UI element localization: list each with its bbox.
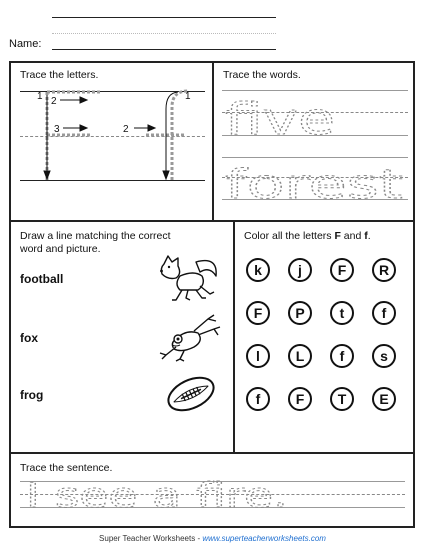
stroke-number: 1 bbox=[185, 91, 191, 102]
stroke-number: 1 bbox=[37, 91, 43, 102]
matching-instruction-line-1: Draw a line matching the correct bbox=[20, 230, 171, 242]
letter-circle[interactable]: s bbox=[372, 344, 396, 368]
sentence-trace-area[interactable] bbox=[20, 474, 405, 514]
letter-circle[interactable]: k bbox=[246, 258, 270, 282]
divider-col-middle bbox=[233, 220, 235, 453]
letter-circle[interactable]: F bbox=[288, 387, 312, 411]
letter-circle[interactable]: l bbox=[246, 344, 270, 368]
color-letters-instruction-text: and bbox=[340, 230, 365, 242]
footer bbox=[0, 534, 425, 543]
divider-col-top bbox=[212, 61, 214, 221]
letter-circle[interactable]: t bbox=[330, 301, 354, 325]
trace-letters-instruction: Trace the letters. bbox=[20, 69, 99, 81]
letter-circle[interactable]: f bbox=[372, 301, 396, 325]
frog-picture[interactable] bbox=[158, 313, 222, 363]
match-word-football[interactable]: football bbox=[20, 272, 64, 286]
letter-circle[interactable]: f bbox=[330, 344, 354, 368]
letter-circle[interactable]: T bbox=[330, 387, 354, 411]
color-letters-instruction-text: Color all the letters bbox=[244, 230, 335, 242]
football-picture[interactable] bbox=[164, 372, 218, 416]
target-letter-upper: F bbox=[334, 230, 341, 242]
divider-row-2 bbox=[9, 452, 415, 454]
trace-word-five: five bbox=[225, 94, 335, 145]
letter-circle[interactable]: E bbox=[372, 387, 396, 411]
header-dotted-line bbox=[52, 33, 276, 34]
target-letter-lower: f bbox=[364, 230, 368, 242]
name-write-line[interactable] bbox=[52, 49, 276, 50]
stroke-number: 3 bbox=[54, 124, 60, 135]
footer-separator: - bbox=[195, 534, 203, 543]
trace-sentence-text: I see a fire. bbox=[26, 476, 288, 514]
letter-circle[interactable]: L bbox=[288, 344, 312, 368]
letter-trace-area[interactable] bbox=[20, 85, 210, 190]
matching-instruction-line-2: word and picture. bbox=[20, 243, 101, 255]
name-label: Name: bbox=[9, 38, 42, 50]
footer-url-link[interactable]: www.superteacherworksheets.com bbox=[202, 534, 326, 543]
match-word-frog[interactable]: frog bbox=[20, 388, 44, 402]
word-trace-area[interactable] bbox=[222, 86, 410, 206]
small-f-stem-trace bbox=[172, 91, 188, 180]
fox-picture[interactable] bbox=[158, 254, 222, 304]
letter-circle[interactable]: F bbox=[246, 301, 270, 325]
letter-circle[interactable]: j bbox=[288, 258, 312, 282]
footer-brand: Super Teacher Worksheets bbox=[99, 534, 196, 543]
match-word-fox[interactable]: fox bbox=[20, 331, 38, 345]
letter-circle[interactable]: f bbox=[246, 387, 270, 411]
letter-circle[interactable]: P bbox=[288, 301, 312, 325]
letter-circle[interactable]: R bbox=[372, 258, 396, 282]
color-letters-instruction bbox=[244, 230, 371, 243]
stroke-number: 2 bbox=[51, 96, 57, 107]
trace-word-forest: forest bbox=[225, 162, 403, 206]
trace-sentence-instruction: Trace the sentence. bbox=[20, 462, 113, 474]
header-top-line bbox=[52, 17, 276, 18]
trace-words-instruction: Trace the words. bbox=[223, 69, 301, 81]
stroke-number: 2 bbox=[123, 124, 129, 135]
color-letters-instruction-text: . bbox=[367, 230, 371, 242]
letter-circle[interactable]: F bbox=[330, 258, 354, 282]
